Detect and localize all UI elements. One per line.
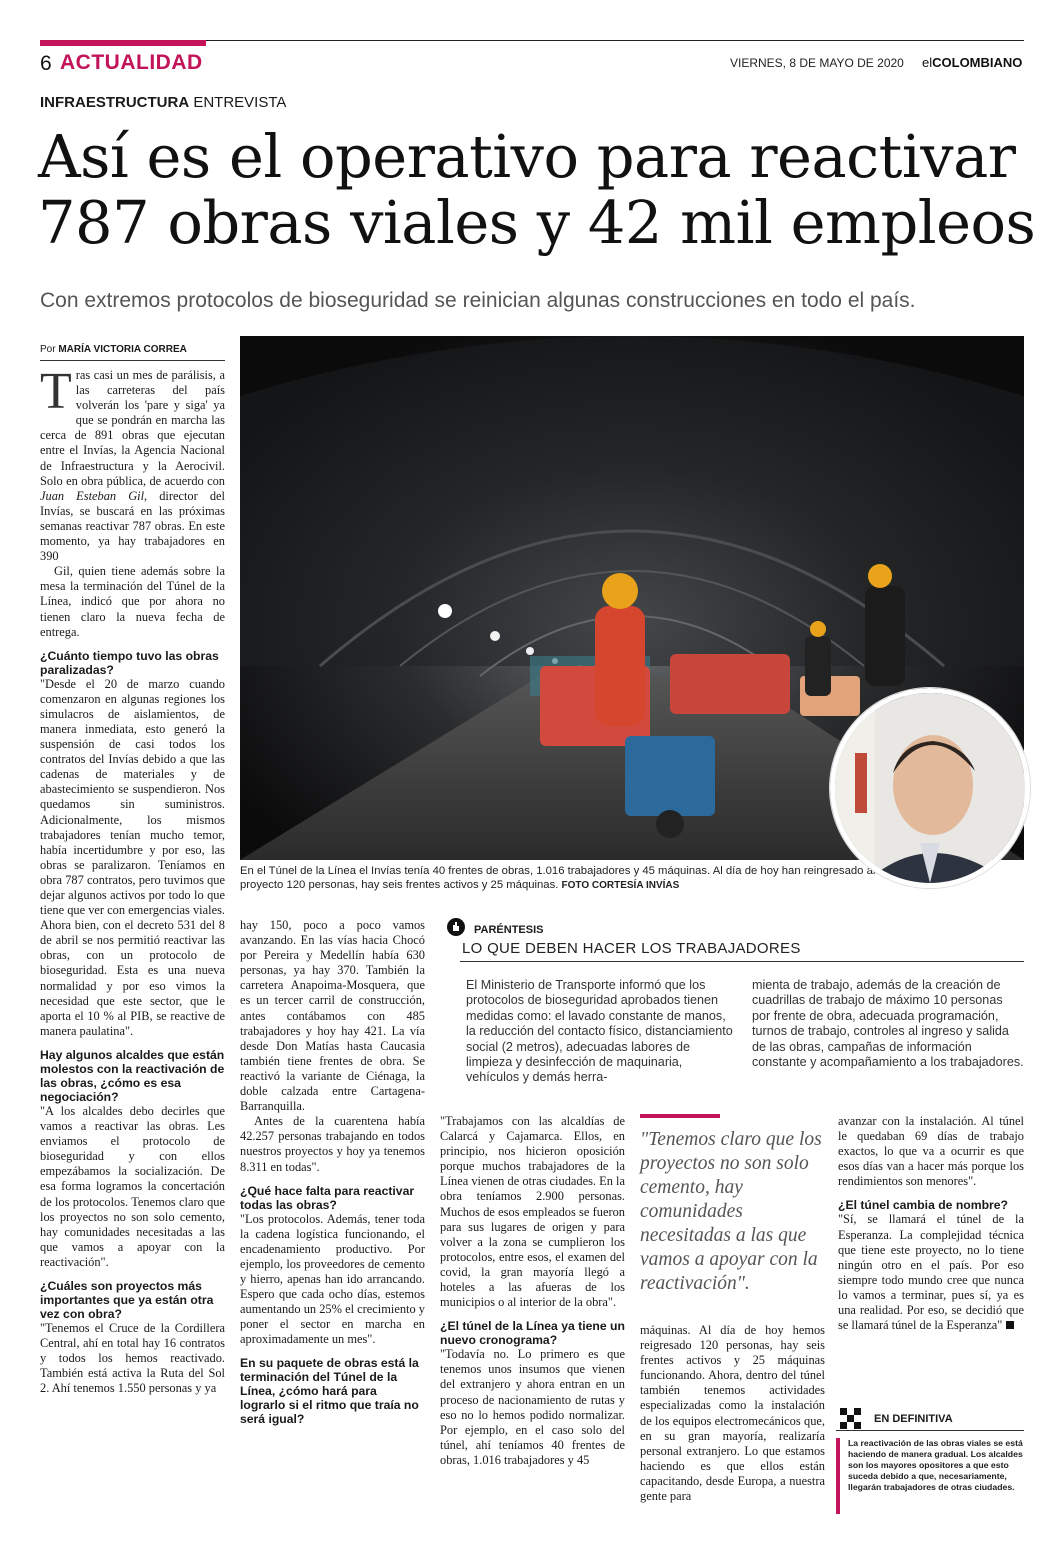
answer: "Sí, se llamará el túnel de la Esperanza. La complejidad técnica que tiene este proyecto, no lo tiene ningún otro en el país. Por eso siempre todo mundo cree que nunca lo vamos a terminar, pues sí, ya es una realidad. Por eso, se decidió que se llamará túnel de la Esperanza" <box>838 1212 1024 1333</box>
photo-credit: FOTO CORTESÍA INVÍAS <box>561 880 680 891</box>
column-4 <box>640 1323 825 1504</box>
en-definitiva-accent <box>836 1438 840 1514</box>
answer: "Todavía no. Lo primero es que tenemos unos insumos que vienen del extranjero y ahora entran en un proceso de nacionamiento de rutas y eso no lo hemos podido normalizar. Por ejemplo, en el caso solo del túnel, ahí teníamos 40 frentes de obras, 1.016 trabajadores y 45 <box>440 1347 625 1467</box>
column-5 <box>838 1114 1024 1333</box>
question: ¿El túnel de la Línea ya tiene un nuevo cronograma? <box>440 1319 625 1348</box>
en-definitiva-text: La reactivación de las obras viales se está haciendo de manera gradual. Los alcaldes son los mayores opositores a que esto suceda debido a que, necesariamente, llegarán trabajadores de otras ciudades. <box>848 1438 1023 1492</box>
answer: "Desde el 20 de marzo cuando comenzaron en algunas regiones los simulacros de aislamientos, de manera inmediata, esto generó la suspensión de casi todos los contratos del Invías debido a que las cadenas de materiales y de abastecimiento se suspendieron. Nos quedamos sin suministros. Adicionalmente, los mismos trabajadores tenían mucho temor, había incertidumbre y por eso, las obras se paralizaron. Teníamos en obra 787 contratos, pero tuvimos que dejar algunos activos por todo lo que tiene que ver con emergencias viales. Ahora bien, con el decreto 531 del 8 de abril se nos permitió reactivar las obras, con un protocolo de bioseguridad. Esta es una nueva normalidad y por eso vimos la necesidad que este sector, que le aporta el 10 % al PIB, se reactive de manera paulatina". <box>40 676 225 1038</box>
pullquote: "Tenemos claro que los proyectos no son solo cemento, hay comunidades necesitadas a las que vamos a apoyar con la reactivación". <box>640 1129 822 1294</box>
answer: "A los alcaldes debo decirles que vamos a reactivar las obras. Les enviamos el protocolo de bioseguridad y con ellos empezábamos la socialización. De esa forma logramos la concertación de los protocolos. Tenemos claro que los proyectos no son solo cemento, hay comunidades necesitadas a las que vamos a apoyar con la reactivación". <box>40 1103 225 1269</box>
intro-end: , director del Invías, se buscará en las próximas semanas reactivar 787 obras. En este momento, ya hay trabajadores en 390 <box>40 488 225 564</box>
kicker-topic: INFRAESTRUCTURA <box>40 94 190 111</box>
parentesis-text-left: El Ministerio de Transporte informó que los protocolos de bioseguridad aprobados tienen medidas como: el lavado constante de manos, la reducción del contacto físico, distanciamiento social (2 metros), adecuadas labores de limpieza y desinfección de maquinaria, vehículos y demás herra- <box>466 978 733 1085</box>
parentesis-text-right: mienta de trabajo, además de la creación de cuadrillas de trabajo de máximo 10 personas por frente de obra, adecuada programación, turnos de trabajo, controles al ingreso y salida de las obras, campañas de información constante y acompañamiento a los trabajadores. <box>752 978 1024 1070</box>
answer: "Tenemos el Cruce de la Cordillera Central, ahí en total hay 16 contratos y todos los hemos reactivado. También está activa la Ruta del Sol 2. Ahí tenemos 1.550 personas y ya <box>40 1320 225 1396</box>
issue-date: VIERNES, 8 DE MAYO DE 2020 <box>730 56 904 70</box>
photo-caption <box>240 864 880 893</box>
question: ¿Cuáles son proyectos más importantes que ya están otra vez con obra? <box>40 1278 214 1321</box>
intro-name: Juan Esteban Gil <box>40 488 145 503</box>
newspaper-logo <box>922 55 1022 70</box>
headline <box>38 124 1038 256</box>
kicker <box>40 94 286 111</box>
en-definitiva-title: EN DEFINITIVA <box>874 1413 953 1425</box>
paragraph: hay 150, poco a poco vamos avanzando. En las vías hacia Chocó por Pereira y Medellín había 630 personas, ya hay 370. También la carretera Anapoima-Mosquera, que es un tercer carril de construcción, antes contábamos con 485 trabajadores y hoy hay 421. La vía desde Don Matías hasta Caucasia también tiene frentes de obra. Se reactivó la variante de Ciénaga, la doble calzada entre Cartagena-Barranquilla. <box>240 918 425 1114</box>
question: ¿Qué hace falta para reactivar todas las obras? <box>240 1183 415 1212</box>
en-definitiva-rule <box>836 1430 1024 1431</box>
question: En su paquete de obras está la terminación del Túnel de la Línea, ¿cómo hará para lograrlo si el ritmo que traía no será igual? <box>240 1356 419 1427</box>
paragraph: Gil, quien tiene además sobre la mesa la terminación del Túnel de la Línea, indicó que por ahora no tienen claro la nueva fecha de entrega. <box>40 564 225 639</box>
portrait-illustration <box>835 693 1025 883</box>
pullquote-rule <box>640 1114 720 1118</box>
headline-line-2: 787 obras viales y 42 mil empleos <box>38 188 1036 257</box>
headline-line-1: Así es el operativo para reactivar <box>38 122 1016 191</box>
byline-rule <box>40 360 225 361</box>
hand-pointer-icon <box>446 917 466 937</box>
parentesis-title: LO QUE DEBEN HACER LOS TRABAJADORES <box>462 940 801 957</box>
logo-name: COLOMBIANO <box>932 55 1023 70</box>
byline-author: MARÍA VICTORIA CORREA <box>58 344 187 355</box>
end-mark-icon <box>1006 1321 1014 1329</box>
column-2 <box>240 918 425 1426</box>
question: Hay algunos alcaldes que están molestos con la reactivación de las obras, ¿cómo es esa negociación? <box>40 1047 225 1104</box>
caption-text: En el Túnel de la Línea el Invías tenía 40 frentes de obras, 1.016 trabajadores y 45 máquinas. Al día de hoy han reingresado al proyecto 120 personas, hay seis frentes activos y 25 máquinas. <box>240 865 876 891</box>
column-1 <box>40 363 225 1396</box>
page-number: 6 <box>40 52 52 75</box>
section-title: ACTUALIDAD <box>60 51 203 74</box>
byline-prefix: Por <box>40 344 59 355</box>
portrait-photo <box>830 688 1030 888</box>
paragraph: "Trabajamos con las alcaldías de Calarcá y Cajamarca. Ellos, en principio, nos hicieron oposición porque muchos trabajadores de la Línea vienen de otras ciudades. En la obra teníamos 2.900 personas. Muchos de esos empleados se fueron para sus lugares de origen y para volver a la zona se cumplieron los protocolos, entre esos, el examen del covid, la gran mayoría llegó a hoteles a las afueras de los municipios o al interior de la obra". <box>440 1114 625 1310</box>
checkered-flag-icon <box>840 1408 862 1430</box>
paragraph: máquinas. Al día de hoy hemos reigresado 120 personas, hay seis frentes activos y 25 máquinas funcionando. Ahora, dentro del túnel también tenemos actividades especializadas como la instalación de los equipos electromecánicos que, en su gran mayoría, realizaría personal extranjero. Lo que estamos haciendo es que ellos están capacitando, desde Europa, a nuestra gente para <box>640 1323 825 1504</box>
byline <box>40 344 187 355</box>
kicker-type: ENTREVISTA <box>189 94 287 111</box>
logo-prefix: el <box>922 55 933 70</box>
parentesis-rule <box>460 961 1024 962</box>
question: ¿Cuánto tiempo tuvo las obras paralizadas? <box>40 648 219 677</box>
intro-text: ras casi un mes de parálisis, a las carreteras del país volverán los 'pare y siga' ya que se pondrán en marcha las cerca de 891 obras que ejecutan entre el Invías, la Agencia Nacional de Infraestructura y la Aerocivil. Solo en obra pública, de acuerdo con <box>40 368 225 488</box>
section-accent-bar <box>40 40 206 46</box>
question: ¿El túnel cambia de nombre? <box>838 1198 1008 1213</box>
drop-cap: T <box>40 363 72 420</box>
parentesis-label: PARÉNTESIS <box>474 924 544 936</box>
paragraph: Antes de la cuarentena había 42.257 personas trabajando en todos nuestros proyectos y hoy ya tenemos 8.311 en todas". <box>240 1114 425 1174</box>
column-3 <box>440 1114 625 1468</box>
deck: Con extremos protocolos de bioseguridad se reinician algunas construcciones en todo el país. <box>40 289 916 312</box>
answer: "Los protocolos. Además, tener toda la cadena logística funcionando, el encadenamiento productivo. Por ejemplo, los proveedores de cemento y hierro, apenas han ido arrancando. Espero que cada ocho días, estemos aumentando un 25% el crecimiento y poner el sector en marcha en aproximadamente un mes". <box>240 1211 425 1347</box>
paragraph: avanzar con la instalación. Al túnel le quedaban 69 días de trabajo exactos, lo que va a ocurrir es que esos días van a hacer más porque los rendimientos son menores". <box>838 1114 1024 1189</box>
